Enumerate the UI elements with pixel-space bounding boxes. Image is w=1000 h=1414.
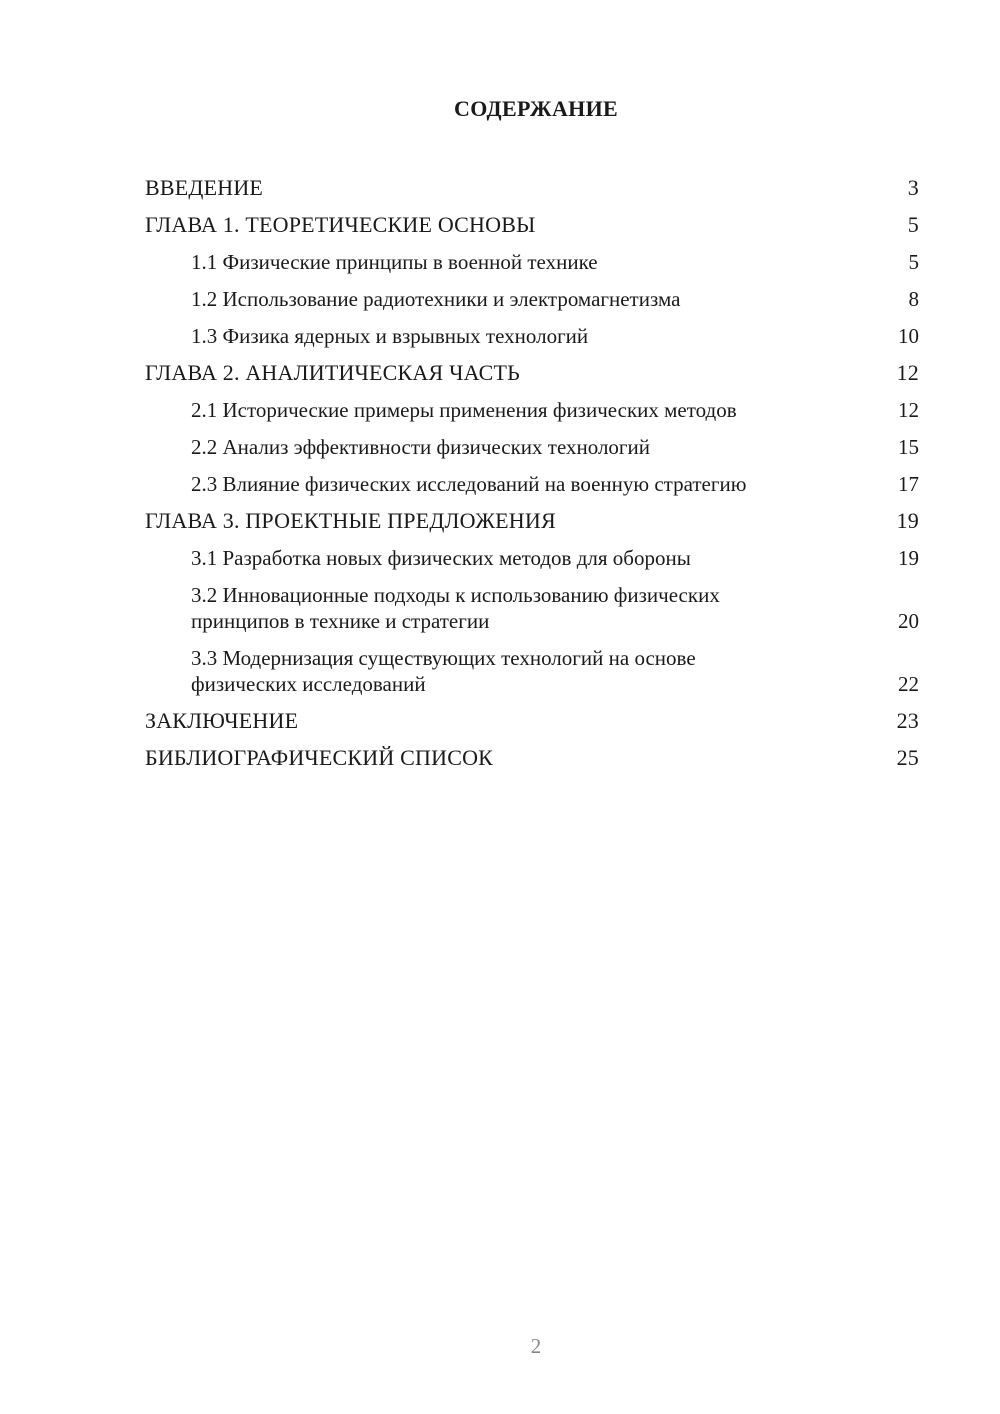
toc-entry-page: 12 — [896, 360, 919, 385]
toc-entry-page: 5 — [907, 212, 919, 237]
toc-entry-page: 25 — [896, 745, 919, 770]
toc-entry-page: 23 — [896, 708, 919, 733]
toc-entry-section-1-2[interactable] — [145, 281, 919, 318]
toc-entry-page: 10 — [898, 324, 919, 348]
toc-entry-chapter-2[interactable] — [145, 355, 919, 392]
toc-entry-section-3-1[interactable] — [145, 540, 919, 577]
toc-entry-conclusion[interactable] — [145, 703, 919, 740]
toc-entry-chapter-1[interactable] — [145, 207, 919, 244]
toc-entry-page: 8 — [908, 287, 919, 311]
page-title: СОДЕРЖАНИЕ — [454, 96, 618, 121]
toc-entry-title: 3.1 Разработка новых физических методов для обороны — [191, 546, 691, 570]
page-number: 2 — [530, 1334, 542, 1358]
toc-entry-title: ГЛАВА 3. ПРОЕКТНЫЕ ПРЕДЛОЖЕНИЯ — [145, 508, 556, 533]
toc-entry-title: ГЛАВА 1. ТЕОРЕТИЧЕСКИЕ ОСНОВЫ — [145, 212, 536, 237]
toc-entry-section-2-2[interactable] — [145, 429, 919, 466]
toc-entry-title: 1.1 Физические принципы в военной технике — [191, 250, 598, 274]
toc-entry-page: 19 — [898, 546, 919, 570]
toc-entry-introduction[interactable] — [145, 170, 919, 207]
toc-entry-title: ВВЕДЕНИЕ — [145, 175, 264, 200]
toc-entry-title: 2.1 Исторические примеры применения физических методов — [191, 398, 737, 422]
toc-entry-page: 3 — [907, 175, 919, 200]
toc-entry-title: 3.2 Инновационные подходы к использованию физических принципов в технике и стратегии — [191, 583, 720, 633]
toc-entry-title: 2.2 Анализ эффективности физических технологий — [191, 435, 651, 459]
toc-entry-title: ГЛАВА 2. АНАЛИТИЧЕСКАЯ ЧАСТЬ — [145, 360, 520, 385]
toc-entry-section-3-2[interactable] — [145, 577, 919, 640]
toc-entry-section-2-1[interactable] — [145, 392, 919, 429]
toc-entry-title: 1.3 Физика ядерных и взрывных технологий — [191, 324, 589, 348]
toc-entry-page: 17 — [898, 472, 919, 496]
toc-entry-bibliography[interactable] — [145, 740, 919, 777]
toc-entry-section-2-3[interactable] — [145, 466, 919, 503]
toc-entry-section-1-3[interactable] — [145, 318, 919, 355]
toc-entry-chapter-3[interactable] — [145, 503, 919, 540]
toc-entry-page: 20 — [898, 609, 919, 633]
toc-entry-section-3-3[interactable] — [145, 640, 919, 703]
toc-entry-title: 1.2 Использование радиотехники и электромагнетизма — [191, 287, 681, 311]
toc-entry-section-1-1[interactable] — [145, 244, 919, 281]
toc-entry-title: БИБЛИОГРАФИЧЕСКИЙ СПИСОК — [145, 745, 494, 770]
toc-entry-title: ЗАКЛЮЧЕНИЕ — [145, 708, 299, 733]
toc-entry-page: 22 — [898, 672, 919, 696]
toc-entry-page: 5 — [908, 250, 919, 274]
toc-entry-page: 12 — [898, 398, 919, 422]
toc-entry-page: 19 — [896, 508, 919, 533]
table-of-contents — [145, 170, 919, 777]
toc-entry-title: 3.3 Модернизация существующих технологий на основе физических исследований — [191, 646, 696, 696]
toc-entry-title: 2.3 Влияние физических исследований на военную стратегию — [191, 472, 747, 496]
toc-entry-page: 15 — [898, 435, 919, 459]
